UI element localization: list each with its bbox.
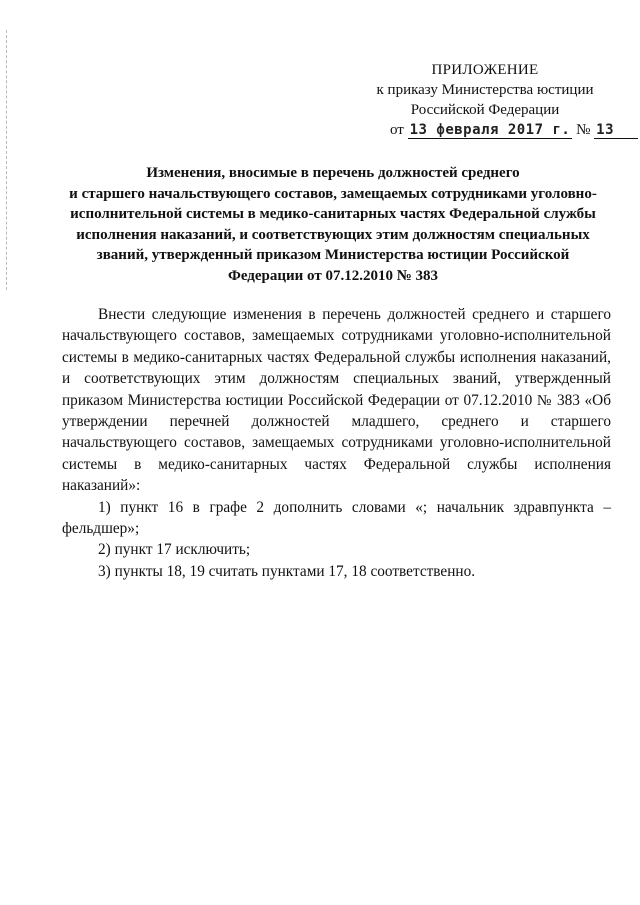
intro-paragraph: Внести следующие изменения в перечень должностей среднего и старшего начальствующего составов, замещаемых сотрудниками уголовно-исполнительной системы в медико-санитарных частях Федеральной службы исполнения наказаний, и соответствующих этим должностям специальных званий, утвержденный приказом Министерства юстиции Российской Федерации от 07.12.2010 № 383 «Об утверждении перечней должностей младшего, среднего и старшего начальствующего составов, замещаемых сотрудниками уголовно-исполнительной системы в медико-санитарных частях Федеральной службы исполнения наказаний»: bbox=[62, 306, 611, 495]
order-number: 13 bbox=[594, 122, 638, 139]
order-date-line bbox=[360, 120, 614, 140]
list-item: 1) пункт 16 в графе 2 дополнить словами «; начальник здравпункта – фельдшер»; bbox=[62, 498, 611, 538]
scan-edge-marks bbox=[6, 30, 7, 290]
document-body bbox=[62, 304, 611, 582]
title-line: Изменения, вносимые в перечень должностей среднего bbox=[146, 165, 520, 181]
appendix-heading: ПРИЛОЖЕНИЕ bbox=[431, 62, 539, 78]
appendix-issuer: Российской Федерации bbox=[410, 102, 560, 118]
title-line: званий, утвержденный приказом Министерства юстиции Российской bbox=[96, 247, 570, 263]
list-item: 3) пункты 18, 19 считать пунктами 17, 18 соответственно. bbox=[98, 562, 476, 580]
title-line: Федерации от 07.12.2010 № 383 bbox=[227, 267, 439, 284]
order-prefix: от bbox=[390, 122, 404, 138]
list-item: 2) пункт 17 исключить; bbox=[98, 541, 251, 559]
title-line: исполнения наказаний, и соответствующих этим должностям специальных bbox=[76, 226, 590, 243]
appendix-header bbox=[360, 60, 614, 140]
order-date: 13 февраля 2017 г. bbox=[409, 122, 571, 138]
appendix-order-ref: к приказу Министерства юстиции bbox=[376, 82, 594, 98]
title-line: исполнительной системы в медико-санитарных частях Федеральной службы bbox=[70, 206, 596, 222]
number-sign: № bbox=[576, 122, 591, 138]
document-title bbox=[60, 163, 606, 286]
title-line: и старшего начальствующего составов, замещаемых сотрудниками уголовно- bbox=[69, 185, 597, 202]
